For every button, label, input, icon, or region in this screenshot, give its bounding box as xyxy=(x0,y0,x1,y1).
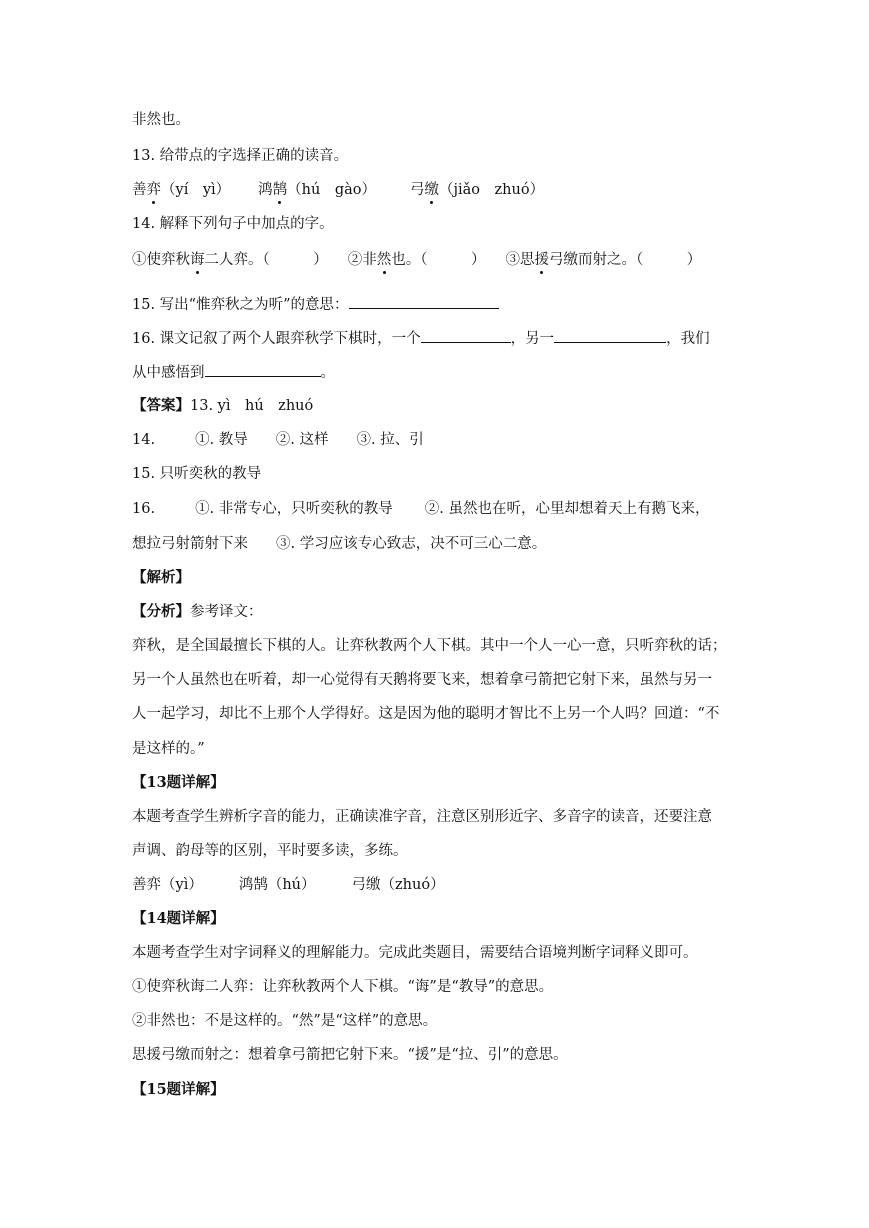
answer-text: 13. yì hú zhuó xyxy=(190,398,314,414)
dotted-char: 援 xyxy=(534,252,549,268)
detail-line: 本题考查学生辨析字音的能力，正确读准字音，注意区别形近字、多音字的读音，还要注意 xyxy=(132,809,712,825)
detail-line: ①使弈秋诲二人弈：让弈秋教两个人下棋。“诲”是“教导”的意思。 xyxy=(132,979,554,995)
detail-pinyin-line xyxy=(132,875,445,895)
answer-text: ①. 教导 xyxy=(195,432,248,448)
answer-text: ③. 拉、引 xyxy=(356,432,424,448)
translation-line: 另一个人虽然也在听着，却一心觉得有天鹅将要飞来，想着拿弓箭把它射下来，虽然与另一 xyxy=(132,672,712,688)
detail-text: 弓缴（zhuó） xyxy=(351,877,445,893)
question-13: 13. 给带点的字选择正确的读音。 xyxy=(132,148,349,164)
section-heading-15: 【15题详解】 xyxy=(132,1081,225,1098)
answer-14 xyxy=(132,430,424,450)
answer-blank: 。（ ） xyxy=(248,252,328,268)
answer-label: 【答案】 xyxy=(132,397,190,414)
item-text: ①使弈秋 xyxy=(132,252,190,268)
item-text: ③思 xyxy=(505,252,535,268)
dotted-char: 缴 xyxy=(424,182,440,198)
detail-line: 本题考查学生对字词释义的理解能力。完成此类题目，需要结合语境判断字词释义即可。 xyxy=(132,945,698,961)
jiexi-heading: 【解析】 xyxy=(132,569,190,586)
question-text: 。 xyxy=(320,365,335,381)
answer-13 xyxy=(132,396,313,416)
translation-line: 是这样的。” xyxy=(132,741,205,757)
question-16-cont xyxy=(132,362,335,383)
answer-16 xyxy=(132,499,710,519)
option-text: 善 xyxy=(132,182,147,198)
question-16 xyxy=(132,328,710,349)
option-text: 弓 xyxy=(410,182,425,198)
answer-underline xyxy=(421,328,511,343)
translation-line: 弈秋，是全国最擅长下棋的人。让弈秋教两个人下棋。其中一个人一心一意，只听弈秋的话； xyxy=(132,638,727,654)
answer-blank: 也。（ ） xyxy=(391,252,486,268)
dotted-char: 诲 xyxy=(190,252,205,268)
answer-15: 15. 只听奕秋的教导 xyxy=(132,466,262,482)
detail-line: 思援弓缴而射之：想着拿弓箭把它射下来。“援”是“拉、引”的意思。 xyxy=(132,1047,568,1063)
detail-text: 善弈（yì） xyxy=(132,877,203,893)
detail-line: ②非然也：不是这样的。“然”是“这样”的意思。 xyxy=(132,1013,438,1029)
answer-number: 16. xyxy=(132,501,156,517)
translation-line: 人一起学习，却比不上那个人学得好。这是因为他的聪明才智比不上另一个人吗？回道：“不 xyxy=(132,706,720,722)
answer-text: ②. 这样 xyxy=(275,432,329,448)
answer-blank: 弓缴而射之。（ ） xyxy=(549,252,702,268)
question-text: 15. 写出“惟弈秋之为听”的意思： xyxy=(132,297,349,313)
answer-underline xyxy=(205,362,321,377)
option-pinyin: （hú gào） xyxy=(287,182,377,198)
option-pinyin: （yí yì） xyxy=(161,182,231,198)
question-15 xyxy=(132,294,499,315)
question-text: 16. 课文记叙了两个人跟弈秋学下棋时，一个 xyxy=(132,331,421,347)
section-heading-13: 【13题详解】 xyxy=(132,774,225,791)
answer-text: ③. 学习应该专心致志，决不可三心二意。 xyxy=(276,536,547,552)
dotted-char: 弈 xyxy=(146,182,161,198)
item-text: 二人弈 xyxy=(204,252,248,268)
question-14-items xyxy=(132,250,701,270)
question-14: 14. 解释下列句子中加点的字。 xyxy=(132,216,334,232)
question-text: ，另一 xyxy=(510,331,555,347)
detail-text: 鸿鹄（hú） xyxy=(238,877,316,893)
question-13-options xyxy=(132,180,544,200)
item-text: ②非 xyxy=(347,252,377,268)
answer-underline xyxy=(554,328,666,343)
answer-number: 14. xyxy=(132,432,156,448)
answer-16-cont xyxy=(132,534,546,554)
fenxi-text: 参考译文： xyxy=(190,604,263,620)
dotted-char: 鹄 xyxy=(272,182,288,198)
answer-text: ②. 虽然也在听，心里却想着天上有鹅飞来， xyxy=(424,501,710,517)
fenxi-line xyxy=(132,602,263,622)
answer-text: 想拉弓射箭射下来 xyxy=(132,536,248,552)
question-text: 从中感悟到 xyxy=(132,365,205,381)
option-pinyin: （jiǎo zhuó） xyxy=(439,182,545,198)
fenxi-label: 【分析】 xyxy=(132,603,190,620)
section-heading-14: 【14题详解】 xyxy=(132,910,225,927)
detail-line: 声调、韵母等的区别，平时要多读，多练。 xyxy=(132,843,408,859)
answer-underline xyxy=(349,294,499,309)
dotted-char: 然 xyxy=(376,252,392,268)
question-text: ，我们 xyxy=(666,331,710,347)
option-text: 鸿 xyxy=(258,182,273,198)
text-line: 非然也。 xyxy=(132,112,190,128)
answer-text: ①. 非常专心，只听奕秋的教导 xyxy=(195,501,393,517)
